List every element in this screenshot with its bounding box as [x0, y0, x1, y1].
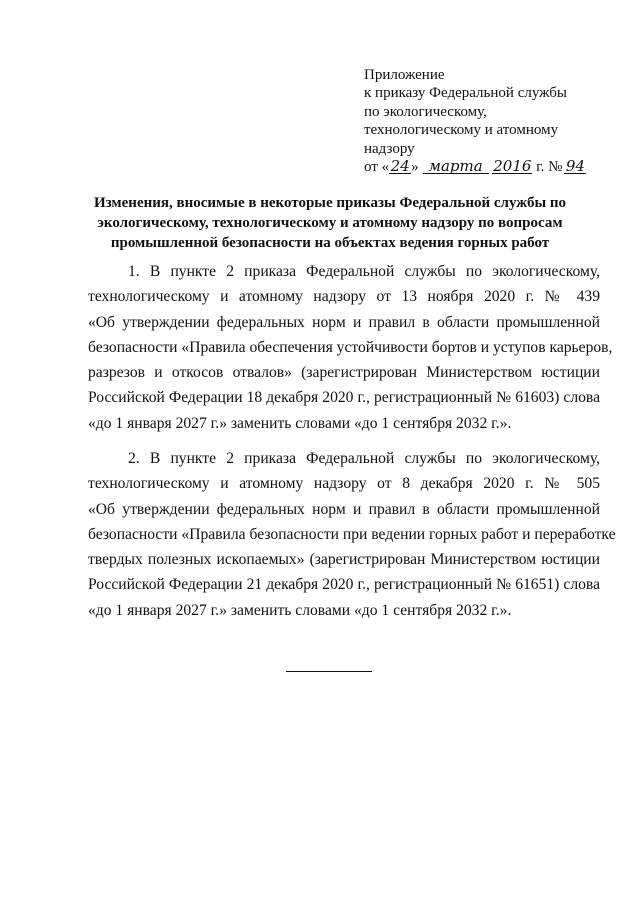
handwritten-number: 94: [565, 157, 585, 176]
appendix-line: надзору: [364, 140, 415, 157]
title-line: промышленной безопасности на объектах ведения горных работ: [110, 235, 550, 251]
appendix-line: технологическому и атомному: [364, 122, 559, 139]
title-line: экологическому, технологическому и атомному надзору по вопросам: [97, 215, 563, 231]
paragraph-line: твердых полезных ископаемых» (зарегистрирован Министерством юстиции: [88, 551, 600, 569]
appendix-line: Приложение: [364, 67, 445, 83]
paragraph-line: технологическому и атомному надзору от 13 ноября 2020 г. № 439: [88, 288, 600, 306]
date-prefix: от «: [364, 159, 390, 176]
paragraph-line: «до 1 января 2027 г.» заменить словами «до 1 сентября 2032 г.».: [88, 414, 512, 432]
paragraph-line: 1. В пункте 2 приказа Федеральной службы по экологическому,: [128, 263, 600, 280]
paragraph-line: Российской Федерации 18 декабря 2020 г., регистрационный № 61603) слова: [88, 389, 600, 407]
paragraph-2: [88, 446, 616, 623]
paragraph-line: безопасности «Правила обеспечения устойчивости бортов и уступов карьеров,: [88, 338, 613, 356]
paragraph-line: «до 1 января 2027 г.» заменить словами «до 1 сентября 2032 г.».: [88, 601, 512, 619]
document-title: [80, 193, 580, 253]
end-separator-line: [286, 671, 372, 672]
paragraph-line: «Об утверждении федеральных норм и правил в области промышленной: [88, 313, 600, 331]
appendix-line: по экологическому,: [364, 103, 487, 120]
handwritten-month: марта: [423, 159, 489, 174]
number-prefix: г. №: [536, 159, 563, 176]
paragraph-line: «Об утверждении федеральных норм и правил в области промышленной: [88, 500, 600, 518]
appendix-line: к приказу Федеральной службы: [364, 85, 568, 102]
order-date-line: [364, 158, 624, 176]
paragraph-line: разрезов и откосов отвалов» (зарегистрирован Министерством юстиции: [88, 364, 600, 382]
title-line: Изменения, вносимые в некоторые приказы Федеральной службы по: [93, 195, 567, 211]
handwritten-day: 24: [390, 157, 410, 176]
paragraph-line: Российской Федерации 21 декабря 2020 г., регистрационный № 61651) слова: [88, 576, 600, 594]
paragraph-line: технологическому и атомному надзору от 8 декабря 2020 г. № 505: [88, 475, 600, 493]
day-suffix: »: [411, 159, 419, 176]
paragraph-line: безопасности «Правила безопасности при ведении горных работ и переработке: [88, 525, 616, 543]
handwritten-year: 2016: [493, 157, 532, 176]
paragraph-line: 2. В пункте 2 приказа Федеральной службы по экологическому,: [128, 450, 600, 467]
appendix-block: [364, 66, 624, 176]
paragraph-1: [88, 259, 613, 436]
